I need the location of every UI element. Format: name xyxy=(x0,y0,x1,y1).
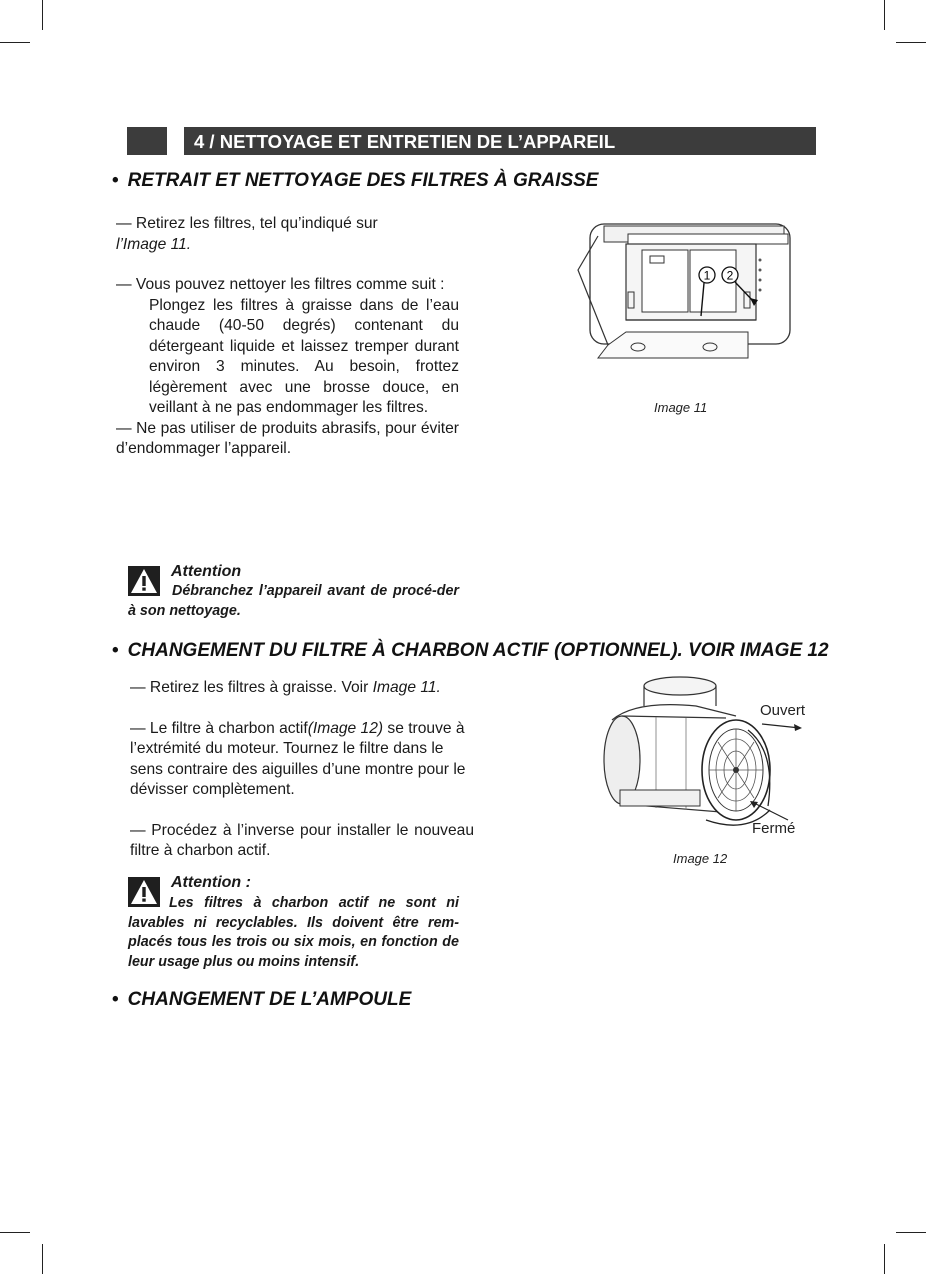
paragraph-text: — Le filtre à charbon actif xyxy=(130,719,308,737)
crop-mark xyxy=(42,0,43,30)
paragraph-indented: Plongez les filtres à graisse dans de l’eau chaude (40-50 degrés) contenant du détergeant liquide et laissez tremper durant environ 3 minutes. Au besoin, frottez légèrement avec une brosse douce, en veillant à ne pas endommager les filtres. xyxy=(149,296,459,416)
crop-mark xyxy=(896,1232,926,1233)
bullet: • xyxy=(112,989,119,1010)
crop-mark xyxy=(42,1244,43,1274)
paragraph: — Procédez à l’inverse pour installer le nouveau filtre à charbon actif. xyxy=(130,821,474,859)
motor-illustration xyxy=(596,672,816,832)
paragraph xyxy=(130,678,474,699)
image-reference: Image 11. xyxy=(372,679,441,696)
label-open: Ouvert xyxy=(760,702,806,719)
attention-text: Débranchez l’appareil avant de procé-der à son nettoyage. xyxy=(128,583,459,619)
section-heading-charcoal-filter xyxy=(112,640,829,662)
paragraph: — Ne pas utiliser de produits abrasifs, pour éviter d’endommager l’appareil. xyxy=(116,419,459,457)
paragraph-ref xyxy=(116,235,459,256)
crop-mark xyxy=(884,1244,885,1274)
attention-title: Attention : xyxy=(171,874,251,891)
crop-mark xyxy=(0,42,30,43)
paragraph-text: — Retirez les filtres à graisse. Voir xyxy=(130,679,373,696)
section-heading-bulb xyxy=(112,989,411,1011)
header-tab-block xyxy=(127,127,167,155)
bullet: • xyxy=(112,170,119,191)
image-reference: l’Image 11. xyxy=(116,235,192,253)
section2-body xyxy=(130,678,474,862)
section1-body xyxy=(116,214,459,460)
page-title: 4 / NETTOYAGE ET ENTRETIEN DE L’APPAREIL xyxy=(194,131,616,152)
section-heading-filters xyxy=(112,170,598,192)
hood-illustration xyxy=(568,220,798,365)
crop-mark xyxy=(884,0,885,30)
label-closed: Fermé xyxy=(752,820,796,837)
paragraph: — Retirez les filtres, tel qu’indiqué sur xyxy=(116,215,378,232)
section-title: CHANGEMENT DE L’AMPOULE xyxy=(127,989,412,1010)
attention-title: Attention xyxy=(171,563,242,580)
figure-caption: Image 11 xyxy=(654,400,708,415)
callout-2: 2 xyxy=(726,268,734,283)
paragraph: — Vous pouvez nettoyer les filtres comme suit : xyxy=(116,276,445,293)
bullet: • xyxy=(112,640,119,661)
callout-1: 1 xyxy=(703,268,711,283)
image-reference: (Image 12) xyxy=(307,719,384,737)
crop-mark xyxy=(896,42,926,43)
paragraph-text: se trouve à l’extrémité du moteur. Tournez le filtre dans le sens contraire des aiguilles d’une montre pour le dévisser complètement. xyxy=(130,719,466,798)
section-title: RETRAIT ET NETTOYAGE DES FILTRES À GRAISSE xyxy=(127,170,599,191)
figure-caption: Image 12 xyxy=(673,851,728,866)
paragraph xyxy=(130,719,474,801)
crop-mark xyxy=(0,1232,30,1233)
section-title: CHANGEMENT DU FILTRE À CHARBON ACTIF (OPTIONNEL). VOIR IMAGE 12 xyxy=(127,640,829,661)
attention-text: Les filtres à charbon actif ne sont ni lavables ni recyclables. Ils doivent être rem-placés tous les trois ou six mois, en fonction de leur usage plus ou moins intensif. xyxy=(128,895,459,970)
